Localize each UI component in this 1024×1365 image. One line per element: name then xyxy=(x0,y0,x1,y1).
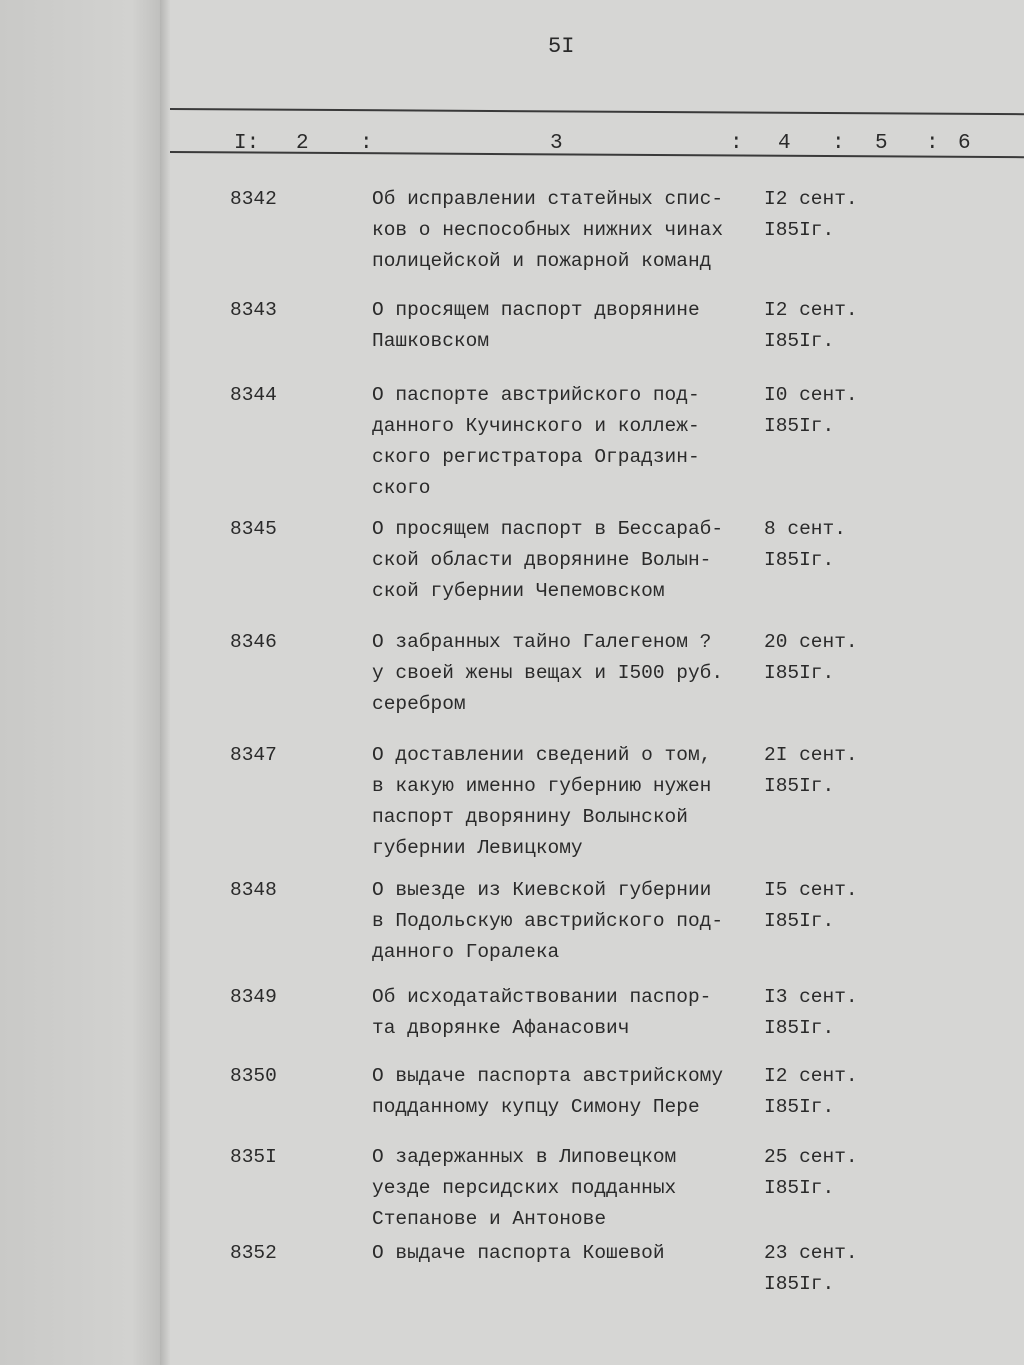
column-separator: : xyxy=(360,132,373,155)
entry-text: Об исходатайствовании паспор- та дворянке Афанасович xyxy=(372,986,712,1039)
entry-date: I5 сент. I85Iг. xyxy=(764,879,858,932)
entry-text: О просящем паспорт дворянине Пашковском xyxy=(372,299,700,352)
page-number: 5I xyxy=(548,34,575,59)
entry-date: 25 сент. I85Iг. xyxy=(764,1146,858,1199)
entry-text: О выдаче паспорта австрийскому подданному купцу Симону Пере xyxy=(372,1065,724,1118)
entry-text: О выдаче паспорта Кошевой xyxy=(372,1242,665,1264)
column-header-3: 3 xyxy=(550,132,563,155)
entry-text: О забранных тайно Галегеном ? у своей жены вещах и I500 руб. серебром xyxy=(372,631,724,715)
facing-page-edge xyxy=(0,0,165,1365)
entry-date: 2I сент. I85Iг. xyxy=(764,744,858,797)
column-header-6: 6 xyxy=(958,132,971,155)
entry-date: 8 сент. I85Iг. xyxy=(764,518,846,571)
entry-text: О доставлении сведений о том, в какую именно губернию нужен паспорт дворянину Волынской губернии Левицкому xyxy=(372,744,712,859)
entry-date: I0 сент. I85Iг. xyxy=(764,384,858,437)
header-top-rule xyxy=(170,108,1024,115)
entry-date: 23 сент. I85Iг. xyxy=(764,1242,858,1295)
entry-text: Об исправлении статейных спис- ков о неспособных нижних чинах полицейской и пожарной команд xyxy=(372,188,724,272)
entry-number: 8347 xyxy=(230,744,277,766)
entry-number: 8346 xyxy=(230,631,277,653)
entry-date: 20 сент. I85Iг. xyxy=(764,631,858,684)
entry-text: О паспорте австрийского под- данного Кучинского и коллеж- ского регистратора Оградзин- ского xyxy=(372,384,700,499)
column-header-1: I: xyxy=(234,132,260,155)
entry-number: 8342 xyxy=(230,188,277,210)
entry-date: I2 сент. I85Iг. xyxy=(764,1065,858,1118)
entry-date: I3 сент. I85Iг. xyxy=(764,986,858,1039)
page-fold xyxy=(160,0,170,1365)
column-header-4: 4 xyxy=(778,132,791,155)
entry-text: О задержанных в Липовецком уезде персидских подданных Степанове и Антонове xyxy=(372,1146,677,1230)
column-header-5: 5 xyxy=(875,132,888,155)
entry-number: 8350 xyxy=(230,1065,277,1087)
entry-number: 8343 xyxy=(230,299,277,321)
entry-number: 8344 xyxy=(230,384,277,406)
entry-number: 835I xyxy=(230,1146,277,1168)
entry-text: О просящем паспорт в Бессараб- ской области дворянине Волын- ской губернии Чепемовском xyxy=(372,518,724,602)
entry-text: О выезде из Киевской губернии в Подольскую австрийского под- данного Горалека xyxy=(372,879,724,963)
entry-number: 8348 xyxy=(230,879,277,901)
column-separator: : xyxy=(832,132,845,155)
column-separator: : xyxy=(926,132,939,155)
entry-number: 8352 xyxy=(230,1242,277,1264)
column-header-2: 2 xyxy=(296,132,309,155)
entry-number: 8349 xyxy=(230,986,277,1008)
entry-number: 8345 xyxy=(230,518,277,540)
entry-date: I2 сент. I85Iг. xyxy=(764,188,858,241)
column-separator: : xyxy=(730,132,743,155)
entry-date: I2 сент. I85Iг. xyxy=(764,299,858,352)
